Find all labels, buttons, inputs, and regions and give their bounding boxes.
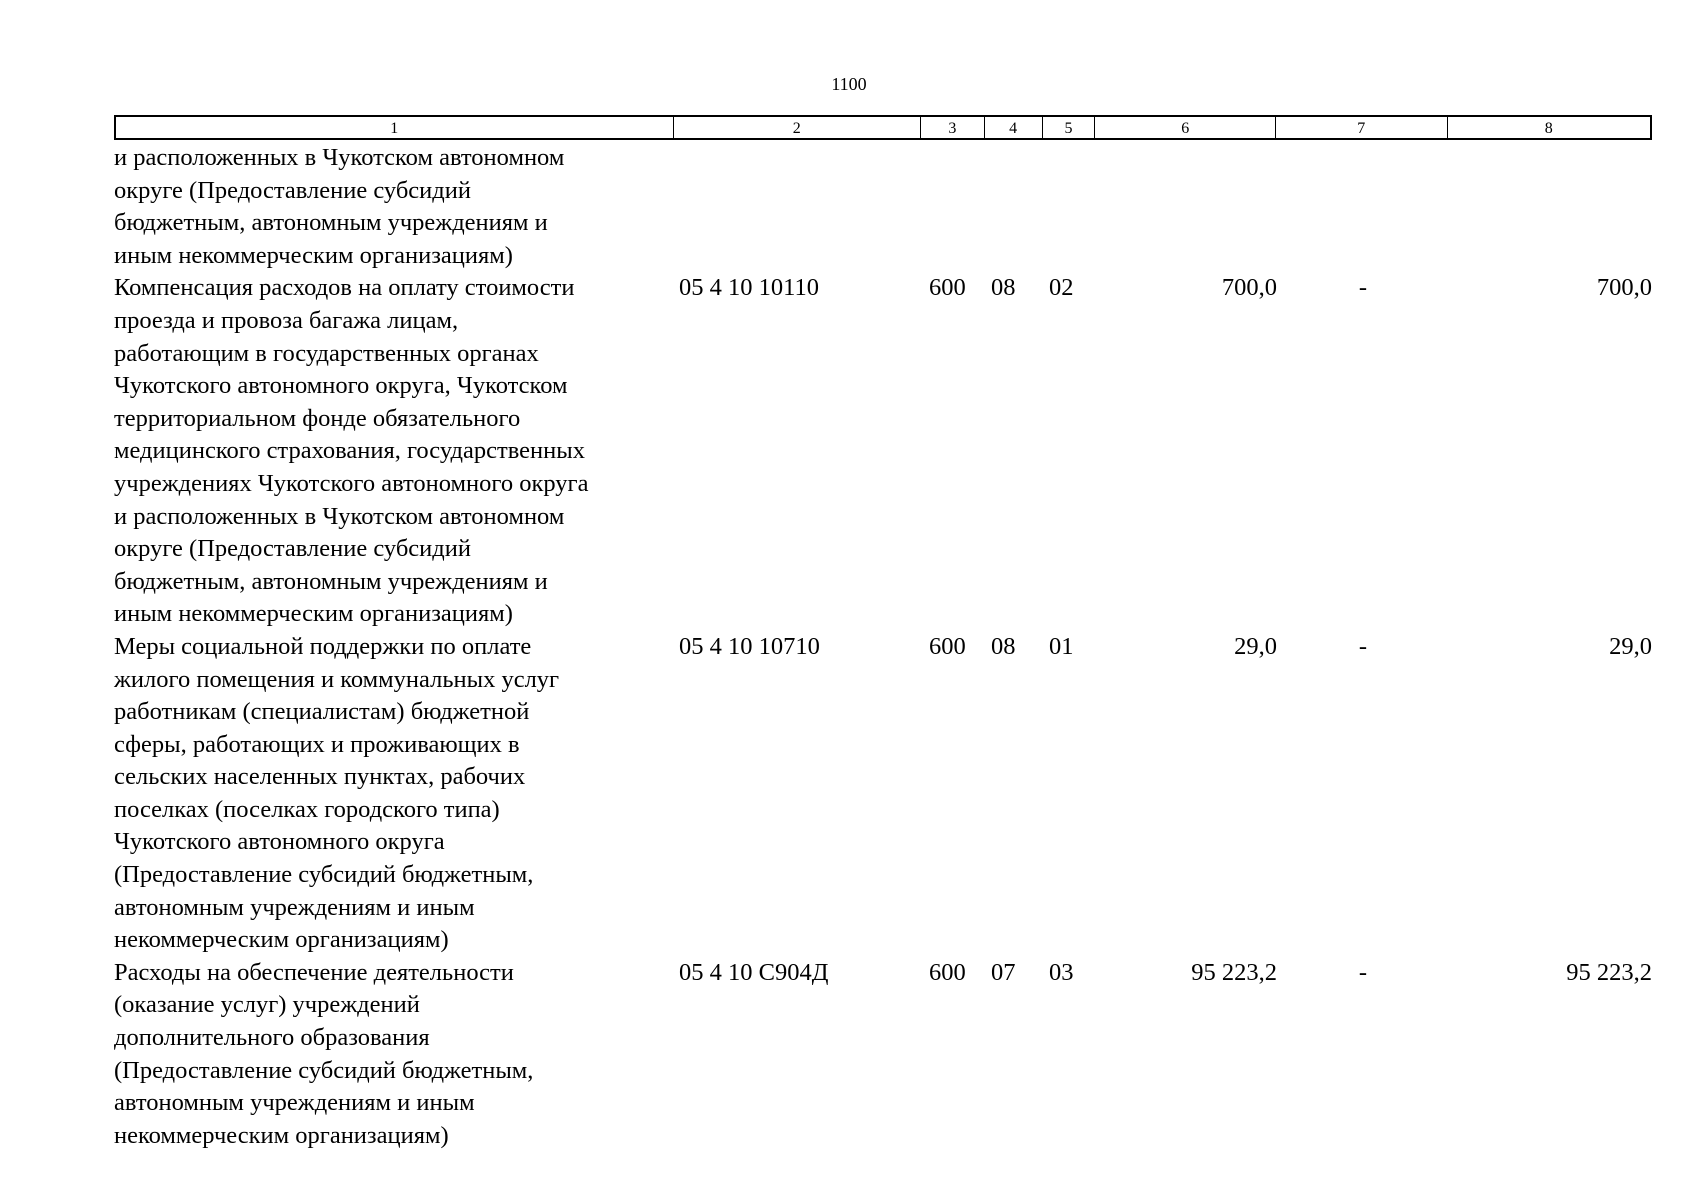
target-article-code: 05 4 10 10710 bbox=[679, 632, 820, 660]
description-line: бюджетным, автономным учреждениям и bbox=[114, 567, 548, 595]
expense-description bbox=[114, 272, 673, 631]
description-line: Расходы на обеспечение деятельности bbox=[114, 958, 514, 986]
amount-col-7: - bbox=[1358, 274, 1368, 302]
expense-type-code: 600 bbox=[929, 632, 966, 660]
column-header-7: 7 bbox=[1276, 117, 1448, 138]
description-line: сферы, работающих и проживающих в bbox=[114, 730, 520, 758]
amount-col-7: - bbox=[1358, 958, 1368, 986]
table-row bbox=[114, 142, 1652, 272]
description-line: иным некоммерческим организациям) bbox=[114, 600, 513, 628]
section-code: 07 bbox=[991, 958, 1016, 986]
description-line: сельских населенных пунктах, рабочих bbox=[114, 763, 526, 791]
column-header-3: 3 bbox=[921, 117, 985, 138]
amount-col-8: 700,0 bbox=[1596, 274, 1652, 302]
description-line: автономным учреждениям и иным bbox=[114, 1089, 475, 1117]
description-line: Чукотского автономного округа bbox=[114, 828, 445, 856]
expense-type-code: 600 bbox=[929, 274, 966, 302]
description-line: дополнительного образования bbox=[114, 1024, 430, 1052]
amount-col-6: 29,0 bbox=[1234, 632, 1277, 660]
expense-description bbox=[114, 957, 673, 1153]
description-line: автономным учреждениям и иным bbox=[114, 893, 475, 921]
description-line: округе (Предоставление субсидий bbox=[114, 535, 471, 563]
description-line: и расположенных в Чукотском автономном bbox=[114, 502, 565, 530]
expense-description bbox=[114, 631, 673, 957]
description-line: учреждениях Чукотского автономного округа bbox=[114, 469, 589, 497]
expense-description bbox=[114, 142, 673, 272]
expense-type-code: 600 bbox=[929, 958, 966, 986]
table-row bbox=[114, 957, 1652, 1153]
description-line: бюджетным, автономным учреждениям и bbox=[114, 209, 548, 237]
description-line: работникам (специалистам) бюджетной bbox=[114, 698, 530, 726]
description-line: территориальном фонде обязательного bbox=[114, 404, 521, 432]
description-line: (Предоставление субсидий бюджетным, bbox=[114, 861, 534, 889]
amount-col-8: 29,0 bbox=[1609, 632, 1652, 660]
page-number: 1100 bbox=[831, 74, 867, 94]
amount-col-6: 95 223,2 bbox=[1191, 958, 1277, 986]
amount-col-6: 700,0 bbox=[1221, 274, 1277, 302]
amount-col-8: 95 223,2 bbox=[1566, 958, 1652, 986]
subsection-code: 03 bbox=[1049, 958, 1074, 986]
subsection-code: 02 bbox=[1049, 274, 1074, 302]
description-line: и расположенных в Чукотском автономном bbox=[114, 144, 565, 171]
description-line: медицинского страхования, государственных bbox=[114, 437, 585, 465]
table-body bbox=[114, 142, 1652, 1152]
description-line: Чукотского автономного округа, Чукотском bbox=[114, 372, 568, 400]
section-code: 08 bbox=[991, 274, 1016, 302]
column-header-1: 1 bbox=[116, 117, 674, 138]
description-line: (оказание услуг) учреждений bbox=[114, 991, 420, 1019]
description-line: проезда и провоза багажа лицам, bbox=[114, 306, 459, 334]
column-header-2: 2 bbox=[674, 117, 921, 138]
description-line: иным некоммерческим организациям) bbox=[114, 241, 513, 269]
column-header-4: 4 bbox=[985, 117, 1043, 138]
table-header bbox=[114, 115, 1652, 140]
description-line: поселках (поселках городского типа) bbox=[114, 795, 500, 823]
description-line: Меры социальной поддержки по оплате bbox=[114, 632, 532, 660]
column-header-6: 6 bbox=[1095, 117, 1276, 138]
description-line: некоммерческим организациям) bbox=[114, 926, 449, 954]
table-row bbox=[114, 272, 1652, 631]
description-line: работающим в государственных органах bbox=[114, 339, 539, 367]
description-line: жилого помещения и коммунальных услуг bbox=[114, 665, 560, 693]
description-line: (Предоставление субсидий бюджетным, bbox=[114, 1056, 534, 1084]
target-article-code: 05 4 10 С904Д bbox=[679, 958, 829, 986]
column-header-5: 5 bbox=[1043, 117, 1096, 138]
target-article-code: 05 4 10 10110 bbox=[679, 274, 819, 302]
table-row bbox=[114, 631, 1652, 957]
description-line: некоммерческим организациям) bbox=[114, 1121, 449, 1149]
description-line: округе (Предоставление субсидий bbox=[114, 176, 471, 204]
subsection-code: 01 bbox=[1049, 632, 1074, 660]
column-header-8: 8 bbox=[1544, 120, 1553, 137]
description-line: Компенсация расходов на оплату стоимости bbox=[114, 274, 575, 302]
amount-col-7: - bbox=[1358, 632, 1368, 660]
section-code: 08 bbox=[991, 632, 1016, 660]
